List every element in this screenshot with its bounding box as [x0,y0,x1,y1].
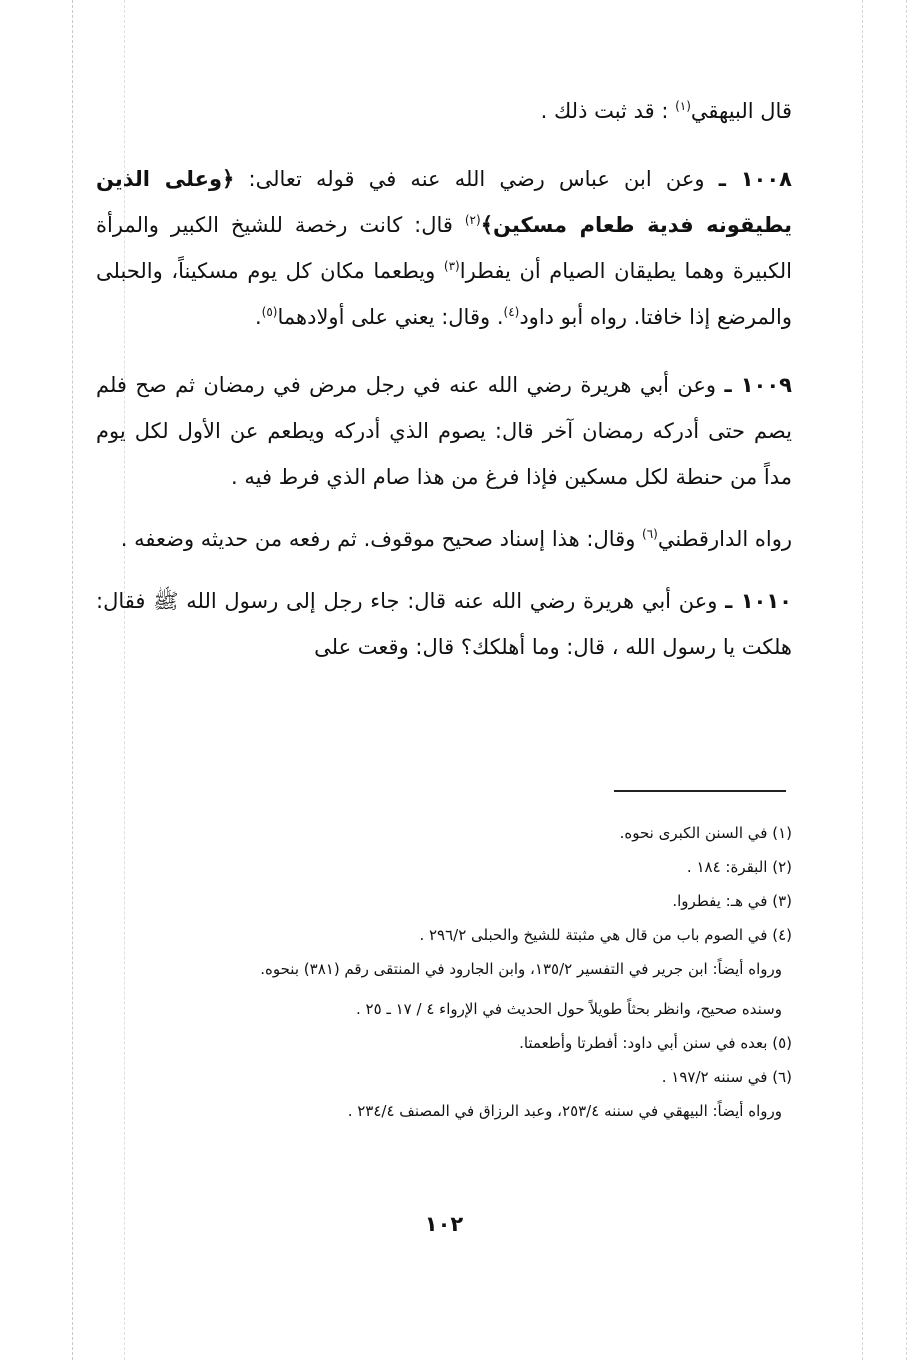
footnote-4-sources: ورواه أيضاً: ابن جرير في التفسير ١٣٥/٢، وابن الجارود في المنتقى رقم (٣٨١) بنحوه. [260,960,782,978]
hadith-1010 [96,578,792,670]
footnote-1: (١) في السنن الكبرى نحوه. [619,824,792,842]
scan-edge-right-inner [862,0,863,1360]
hadith-1008-text-c: . وقال: يعني على أولادهما [277,305,504,329]
hadith-number-1008: ١٠٠٨ ـ [718,167,792,191]
hadith-1008-text-a: قال: كانت رخصة للشيخ الكبير والمرأة الكبيرة وهما يطيقان الصيام أن يفطرا [96,213,792,283]
footnote-2: (٢) البقرة: ١٨٤ . [686,858,792,876]
footnote-4: (٤) في الصوم باب من قال هي مثبتة للشيخ والحبلى ٢٩٦/٢ . [419,926,792,944]
footnote-ref-3: (٣) [443,259,460,273]
footnote-6-sources: ورواه أيضاً: البيهقي في سننه ٢٥٣/٤، وعبد الرزاق في المصنف ٢٣٤/٤ . [347,1102,782,1120]
scan-edge-left [72,0,73,1360]
remark-text: قال البيهقي [690,99,792,123]
footnote-5: (٥) بعده في سنن أبي داود: أفطرتا وأطعمتا. [519,1034,792,1052]
hadith-1008-intro: وعن ابن عباس رضي الله عنه في قوله تعالى: [248,167,705,191]
narration-rest: وقال: هذا إسناد صحيح موقوف. ثم رفعه من حديثه وضعفه . [120,527,636,551]
footnote-ref-2: (٢) [464,213,481,227]
hadith-1010-text: وعن أبي هريرة رضي الله عنه قال: جاء رجل إلى رسول الله ﷺ فقال: هلكت يا رسول الله ، قال: وما أهلكك؟ قال: وقعت على [96,589,792,659]
hadith-1008-end: . [254,305,262,329]
footnote-separator [614,790,786,792]
footnote-3: (٣) في هـ: يفطروا. [672,892,792,910]
footnotes [92,816,792,1128]
hadith-number-1010: ١٠١٠ ـ [725,589,792,613]
main-text [96,88,792,670]
page-number: ١٠٢ [424,1212,464,1236]
footnote-6: (٦) في سننه ١٩٧/٢ . [661,1068,792,1086]
footnote-4-grading: وسنده صحيح، وانظر بحثاً طويلاً حول الحديث في الإرواء ٤ / ١٧ ـ ٢٥ . [356,1000,782,1018]
footnote-ref-4: (٤) [503,305,520,319]
footnote-ref-1: (١) [675,99,691,113]
footnote-ref-5: (٥) [261,305,278,319]
quran-verse: ﴿وعلى الذين يطيقونه فدية طعام مسكين﴾ [96,167,792,237]
hadith-1008-text-b: ويطعما مكان كل يوم مسكيناً، والحبلى والمرضع إذا خافتا. رواه أبو داود [96,259,792,329]
bayhaqi-remark [96,88,792,134]
hadith-1009 [96,362,792,500]
daraqutni-narration [96,516,792,562]
remark-rest: : قد ثبت ذلك . [540,99,669,123]
footnote-ref-6: (٦) [642,527,658,541]
scan-edge-right [906,0,907,1360]
hadith-number-1009: ١٠٠٩ ـ [724,373,792,397]
hadith-1008 [96,156,792,340]
hadith-1009-text: وعن أبي هريرة رضي الله عنه في رجل مرض في رمضان ثم صح فلم يصم حتى أدركه رمضان آخر قال: يصوم الذي أدركه ويطعم عن الأول لكل يوم مداً من حنطة لكل مسكين فإذا فرغ من هذا صام الذي فرط فيه . [96,373,792,489]
narration-text: رواه الدارقطني [657,527,792,551]
